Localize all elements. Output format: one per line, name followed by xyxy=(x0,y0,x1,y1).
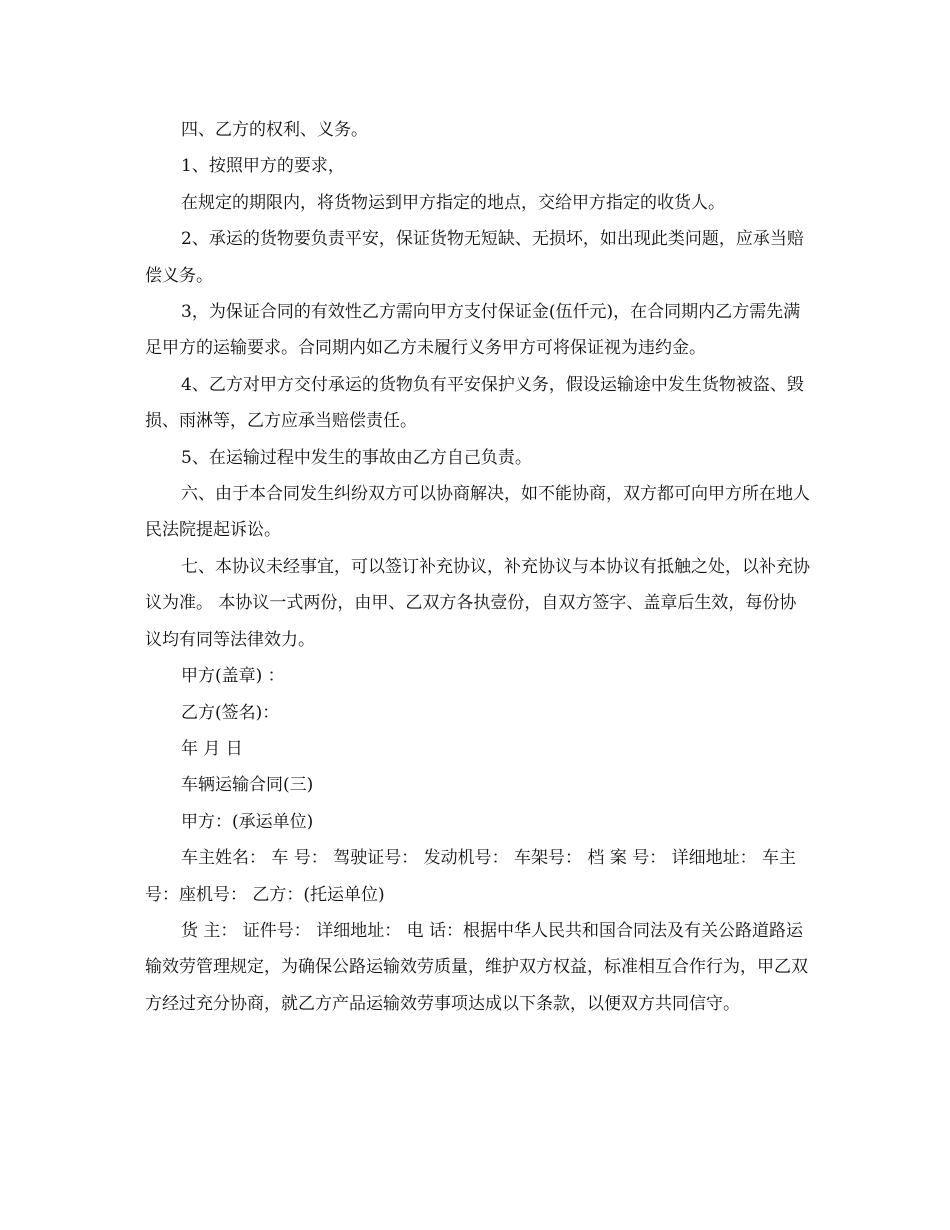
signature-date: 年 月 日 xyxy=(181,738,243,759)
paragraph-section-four-title: 四、乙方的权利、义务。 xyxy=(181,120,368,140)
vehicle-owner-fields: 车主姓名： 车 号： 驾驶证号： 发动机号： 车架号： 档 案 号： 详细地址： 车主 号：座机号： 乙方：(托运单位) xyxy=(145,848,814,905)
paragraph-item-1-body: 在规定的期限内，将货物运到甲方指定的地点，交给甲方指定的收货人。 xyxy=(181,192,725,213)
paragraph-item-5: 5、在运输过程中发生的事故由乙方自己负责。 xyxy=(181,447,532,468)
signature-party-a: 甲方(盖章) ： xyxy=(181,666,285,687)
party-a-line: 甲方：(承运单位) xyxy=(181,811,314,832)
paragraph-item-3: 3，为保证合同的有效性乙方需向甲方支付保证金(伍仟元)，在合同期内乙方需先满足甲方的运输要求。合同期内如乙方未履行义务甲方可将保证视为违约金。 xyxy=(145,302,801,359)
document-body xyxy=(145,112,814,1022)
signature-party-b: 乙方(签名)： xyxy=(181,702,280,723)
paragraph-item-4: 4、乙方对甲方交付承运的货物负有平安保护义务，假设运输途中发生货物被盗、毁损、雨淋等，乙方应承当赔偿责任。 xyxy=(145,374,804,432)
paragraph-section-seven: 七、本协议未经事宜，可以签订补充协议，补充协议与本协议有抵触之处，以补充协议为准。 本协议一式两份，由甲、乙双方各执壹份，自双方签字、盖章后生效，每份协议均有同等法律效力。 xyxy=(145,556,810,650)
cargo-owner-preamble: 货 主： 证件号： 详细地址： 电 话：根据中华人民共和国合同法及有关公路道路运输效劳管理规定，为确保公路运输效劳质量，维护双方权益，标准相互合作行为，甲乙双方经过充分协商，就乙方产品运输效劳事项达成以下条款，以便双方共同信守。 xyxy=(145,920,808,1014)
paragraph-item-1-intro: 1、按照甲方的要求， xyxy=(181,156,345,177)
paragraph-item-2: 2、承运的货物要负责平安，保证货物无短缺、无损坏，如出现此类问题，应承当赔偿义务。 xyxy=(145,229,804,286)
contract-title: 车辆运输合同(三) xyxy=(181,775,314,796)
paragraph-section-six: 六、由于本合同发生纠纷双方可以协商解决，如不能协商，双方都可向甲方所在地人民法院提起诉讼。 xyxy=(145,484,810,541)
